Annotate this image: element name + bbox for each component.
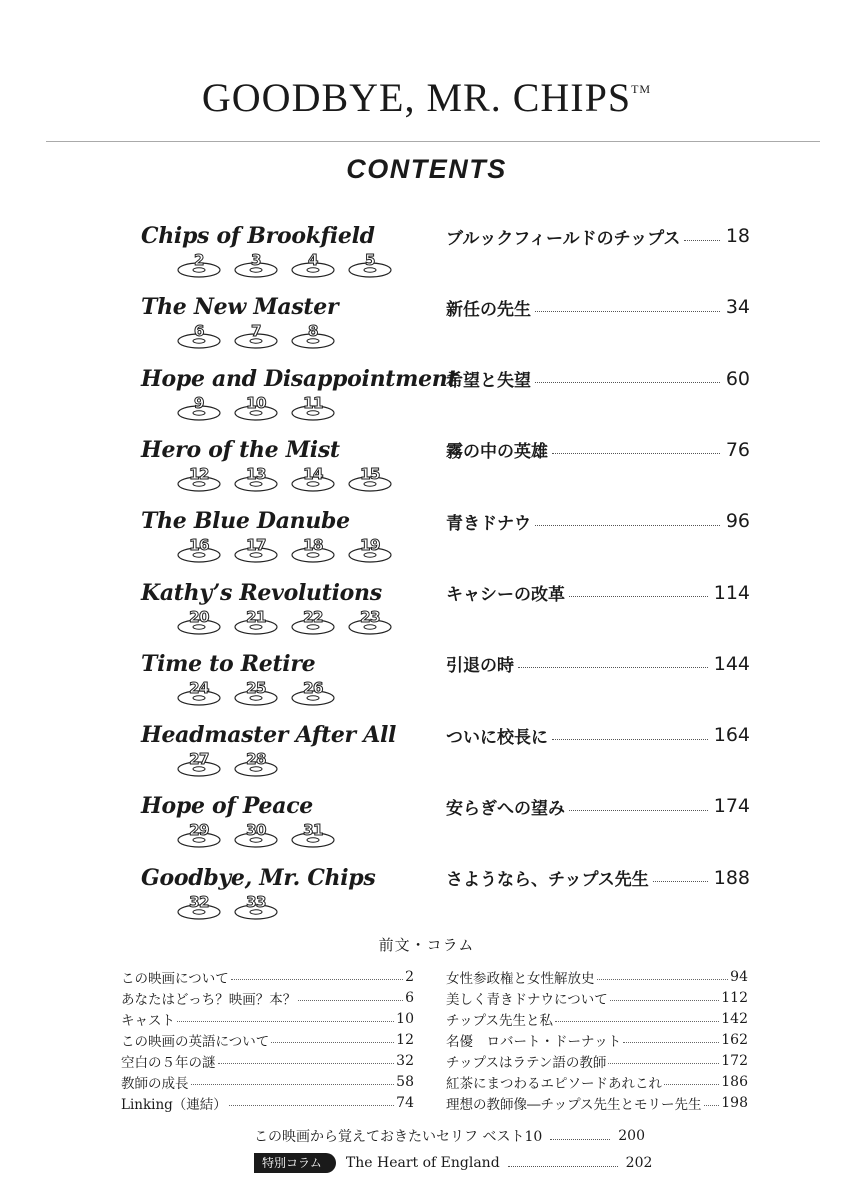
cd-track-number: 20	[189, 607, 209, 626]
chapter-jp-row	[446, 721, 750, 749]
special-column-label: The Heart of England	[345, 1155, 500, 1171]
special-column-entry[interactable]	[254, 1151, 674, 1175]
cd-track-number: 2	[194, 251, 204, 269]
leader-dots	[653, 881, 708, 882]
cd-track-number: 24	[189, 678, 209, 697]
columns-left	[121, 966, 414, 1113]
column-label: 女性参政権と女性解放史	[446, 970, 595, 987]
cd-track-number: 8	[308, 322, 318, 341]
chapter-title: Hope of Peace	[141, 793, 313, 820]
cd-track	[176, 680, 222, 706]
cd-track-number: 4	[308, 251, 318, 269]
column-page: 32	[396, 1052, 414, 1069]
column-entry[interactable]	[446, 1071, 748, 1092]
column-page: 142	[721, 1010, 748, 1027]
cd-track	[347, 466, 393, 492]
chapter-title: The New Master	[141, 294, 339, 321]
column-label: この映画について	[121, 970, 229, 987]
cd-track-number: 33	[246, 892, 266, 911]
leader-dots	[535, 382, 720, 383]
chapter-page: 76	[725, 438, 750, 461]
chapter-title: Goodbye, Mr. Chips	[141, 864, 376, 891]
leader-dots	[623, 1042, 719, 1043]
leader-dots	[597, 979, 729, 980]
cd-track-number: 9	[194, 393, 204, 412]
cd-track	[176, 822, 222, 848]
contents-heading: CONTENTS	[346, 154, 507, 184]
column-label: チップスはラテン語の教師	[446, 1054, 607, 1071]
cd-track-list	[176, 466, 404, 492]
chapter-page: 60	[725, 367, 750, 390]
column-page: 6	[405, 989, 414, 1006]
chapter-jp-title: 引退の時	[446, 656, 514, 677]
column-page: 10	[396, 1010, 414, 1027]
cd-track	[176, 323, 222, 349]
chapter-page: 114	[713, 581, 750, 604]
trademark-mark: TM	[631, 82, 652, 96]
cd-track-list	[176, 323, 347, 349]
chapter-entry[interactable]	[0, 293, 853, 364]
column-label: 教師の成長	[121, 1075, 189, 1092]
chapter-title: Hero of the Mist	[141, 436, 340, 463]
special-column-page: 202	[625, 1155, 653, 1171]
cd-track-list	[176, 894, 290, 920]
leader-dots	[610, 1000, 720, 1001]
column-entry[interactable]	[121, 1008, 414, 1029]
leader-dots	[569, 596, 708, 597]
column-page: 12	[396, 1031, 414, 1048]
leader-dots	[535, 525, 720, 526]
cd-track-number: 13	[246, 464, 266, 483]
chapter-page: 96	[725, 510, 750, 533]
cd-track-number: 29	[189, 821, 209, 840]
column-label: この映画の英語について	[121, 1033, 270, 1050]
chapter-entry[interactable]	[0, 792, 853, 863]
column-page: 58	[396, 1073, 414, 1090]
cd-track-number: 23	[360, 607, 380, 626]
chapter-entry[interactable]	[0, 365, 853, 436]
leader-dots	[271, 1042, 394, 1043]
cd-track	[176, 252, 222, 278]
chapter-jp-row	[446, 650, 750, 678]
leader-dots	[555, 1021, 719, 1022]
column-entry[interactable]	[446, 1029, 748, 1050]
leader-dots	[231, 979, 403, 980]
chapter-page: 174	[713, 795, 750, 818]
cd-track-number: 5	[365, 251, 375, 269]
chapter-entry[interactable]	[0, 222, 853, 293]
cd-track	[290, 680, 336, 706]
cd-track-number: 7	[251, 322, 261, 341]
cd-track	[233, 822, 279, 848]
cd-track-number: 3	[251, 251, 261, 269]
chapter-entry[interactable]	[0, 721, 853, 792]
cd-track	[347, 537, 393, 563]
column-page: 186	[721, 1073, 748, 1090]
leader-dots	[684, 240, 719, 241]
chapter-jp-row	[446, 579, 750, 607]
chapter-jp-row	[446, 864, 750, 892]
cd-track-number: 12	[189, 464, 209, 483]
best-lines-entry[interactable]	[254, 1124, 674, 1148]
chapter-title: The Blue Danube	[141, 508, 350, 535]
chapter-entry[interactable]	[0, 650, 853, 721]
book-title-text: GOODBYE, MR. CHIPS	[201, 75, 632, 120]
leader-dots	[535, 311, 720, 312]
columns-heading: 前文・コラム	[378, 936, 475, 954]
cd-track-number: 28	[246, 750, 266, 769]
cd-track	[290, 395, 336, 421]
column-page: 198	[721, 1094, 748, 1111]
chapter-page: 188	[713, 866, 750, 889]
cd-track	[176, 894, 222, 920]
column-page: 162	[721, 1031, 748, 1048]
column-label: チップス先生と私	[446, 1012, 554, 1029]
cd-track-number: 30	[246, 821, 266, 840]
cd-track-number: 25	[246, 678, 266, 697]
chapter-entry[interactable]	[0, 579, 853, 650]
chapter-entry[interactable]	[0, 864, 853, 935]
cd-track	[290, 466, 336, 492]
column-label: 空白の５年の謎	[121, 1054, 216, 1071]
chapter-jp-title: さようなら、チップス先生	[446, 870, 649, 891]
column-entry[interactable]	[121, 966, 414, 987]
column-label: 紅茶にまつわるエピソードあれこれ	[446, 1075, 662, 1092]
cd-track-number: 11	[303, 393, 323, 412]
cd-track-number: 31	[303, 821, 323, 840]
column-page: 112	[721, 989, 748, 1006]
cd-track	[233, 252, 279, 278]
leader-dots	[552, 453, 720, 454]
cd-track	[233, 609, 279, 635]
cd-track	[233, 894, 279, 920]
cd-track	[176, 466, 222, 492]
cd-track-list	[176, 680, 347, 706]
cd-track	[290, 323, 336, 349]
chapter-jp-title: 青きドナウ	[446, 513, 531, 534]
column-entry[interactable]	[121, 1092, 414, 1113]
cd-track	[176, 609, 222, 635]
cd-track-number: 19	[360, 536, 380, 555]
chapter-entry[interactable]	[0, 507, 853, 578]
column-label: 名優 ロバート・ドーナット	[446, 1033, 622, 1050]
cd-track	[290, 537, 336, 563]
column-entry[interactable]	[446, 1008, 748, 1029]
column-entry[interactable]	[446, 966, 748, 987]
cd-track-number: 27	[189, 750, 209, 769]
cd-track-list	[176, 252, 404, 278]
column-label: 理想の教師像―チップス先生とモリー先生	[446, 1096, 702, 1113]
cd-track	[290, 822, 336, 848]
chapter-jp-title: 霧の中の英雄	[446, 442, 548, 463]
leader-dots	[177, 1021, 394, 1022]
chapter-jp-title: 新任の先生	[446, 299, 531, 320]
leader-dots	[229, 1105, 394, 1106]
cd-track-number: 16	[189, 536, 209, 555]
cd-track-number: 32	[189, 892, 209, 911]
chapter-title: Kathy’s Revolutions	[141, 579, 382, 606]
cd-track-number: 21	[246, 607, 266, 626]
best-lines-page: 200	[618, 1128, 645, 1144]
cd-track-list	[176, 822, 347, 848]
column-page: 94	[730, 968, 748, 985]
chapter-jp-row	[446, 365, 750, 393]
column-entry[interactable]	[446, 1050, 748, 1071]
cd-track	[176, 537, 222, 563]
column-entry[interactable]	[446, 1092, 748, 1113]
leader-dots	[518, 667, 708, 668]
cd-track	[347, 609, 393, 635]
leader-dots	[608, 1063, 719, 1064]
chapter-page: 144	[713, 652, 750, 675]
cd-track	[176, 751, 222, 777]
cd-track	[233, 751, 279, 777]
cd-track	[176, 395, 222, 421]
leader-dots	[569, 810, 708, 811]
leader-dots	[191, 1084, 395, 1085]
columns-right	[446, 966, 748, 1113]
leader-dots	[704, 1105, 720, 1106]
chapter-jp-row	[446, 222, 750, 250]
cd-track	[233, 323, 279, 349]
chapter-title: Hope and Disappointment	[141, 365, 458, 392]
column-label: 美しく青きドナウについて	[446, 991, 608, 1008]
best-lines-label: この映画から覚えておきたいセリフ ベスト10	[254, 1129, 543, 1145]
column-entry[interactable]	[121, 1029, 414, 1050]
leader-dots	[218, 1063, 395, 1064]
chapter-page: 164	[713, 724, 750, 747]
chapter-jp-row	[446, 293, 750, 321]
leader-dots	[550, 1139, 610, 1140]
cd-track	[290, 609, 336, 635]
chapter-title: Time to Retire	[141, 650, 316, 677]
book-title	[0, 74, 853, 121]
chapter-jp-title: 安らぎへの望み	[446, 798, 565, 819]
cd-track	[347, 252, 393, 278]
chapter-page: 34	[725, 296, 750, 319]
chapter-title: Headmaster After All	[141, 722, 397, 749]
cd-track-number: 26	[303, 678, 323, 697]
cd-track-number: 10	[246, 393, 266, 412]
cd-track	[233, 680, 279, 706]
chapter-jp-title: 希望と失望	[446, 371, 531, 392]
cd-track-list	[176, 395, 347, 421]
special-column-badge: 特別コラム	[254, 1153, 336, 1173]
column-entry[interactable]	[446, 987, 748, 1008]
column-label: Linking（連結）	[121, 1096, 227, 1113]
cd-track-number: 18	[303, 536, 323, 555]
column-label: あなたはどっち？映画？本？	[121, 991, 297, 1008]
cd-track-number: 22	[303, 607, 323, 626]
column-entry[interactable]	[121, 1050, 414, 1071]
title-divider	[46, 141, 820, 142]
chapter-page: 18	[725, 225, 750, 247]
chapter-jp-title: キャシーの改革	[446, 585, 565, 605]
column-entry[interactable]	[121, 987, 414, 1008]
cd-track	[233, 395, 279, 421]
cd-track-list	[176, 537, 404, 563]
column-entry[interactable]	[121, 1071, 414, 1092]
cd-track-number: 17	[246, 536, 266, 555]
column-page: 74	[396, 1094, 414, 1111]
chapter-title: Chips of Brookfield	[141, 223, 375, 249]
column-page: 2	[405, 968, 414, 985]
cd-track	[290, 252, 336, 278]
chapter-jp-title: ブルックフィールドのチップス	[446, 228, 681, 249]
chapter-jp-title: ついに校長に	[446, 727, 548, 748]
leader-dots	[664, 1084, 719, 1085]
cd-track-number: 6	[194, 322, 204, 341]
chapter-entry[interactable]	[0, 436, 853, 507]
cd-track-number: 15	[360, 464, 380, 483]
leader-dots	[298, 1000, 403, 1001]
cd-track-number: 14	[303, 464, 323, 483]
column-label: キャスト	[121, 1012, 175, 1029]
cd-track	[233, 466, 279, 492]
cd-track-list	[176, 751, 290, 777]
cd-track	[233, 537, 279, 563]
cd-track-list	[176, 609, 404, 635]
chapter-jp-row	[446, 436, 750, 464]
leader-dots	[552, 739, 708, 740]
chapter-jp-row	[446, 792, 750, 820]
column-page: 172	[721, 1052, 748, 1069]
chapter-jp-row	[446, 507, 750, 535]
leader-dots	[508, 1166, 618, 1167]
